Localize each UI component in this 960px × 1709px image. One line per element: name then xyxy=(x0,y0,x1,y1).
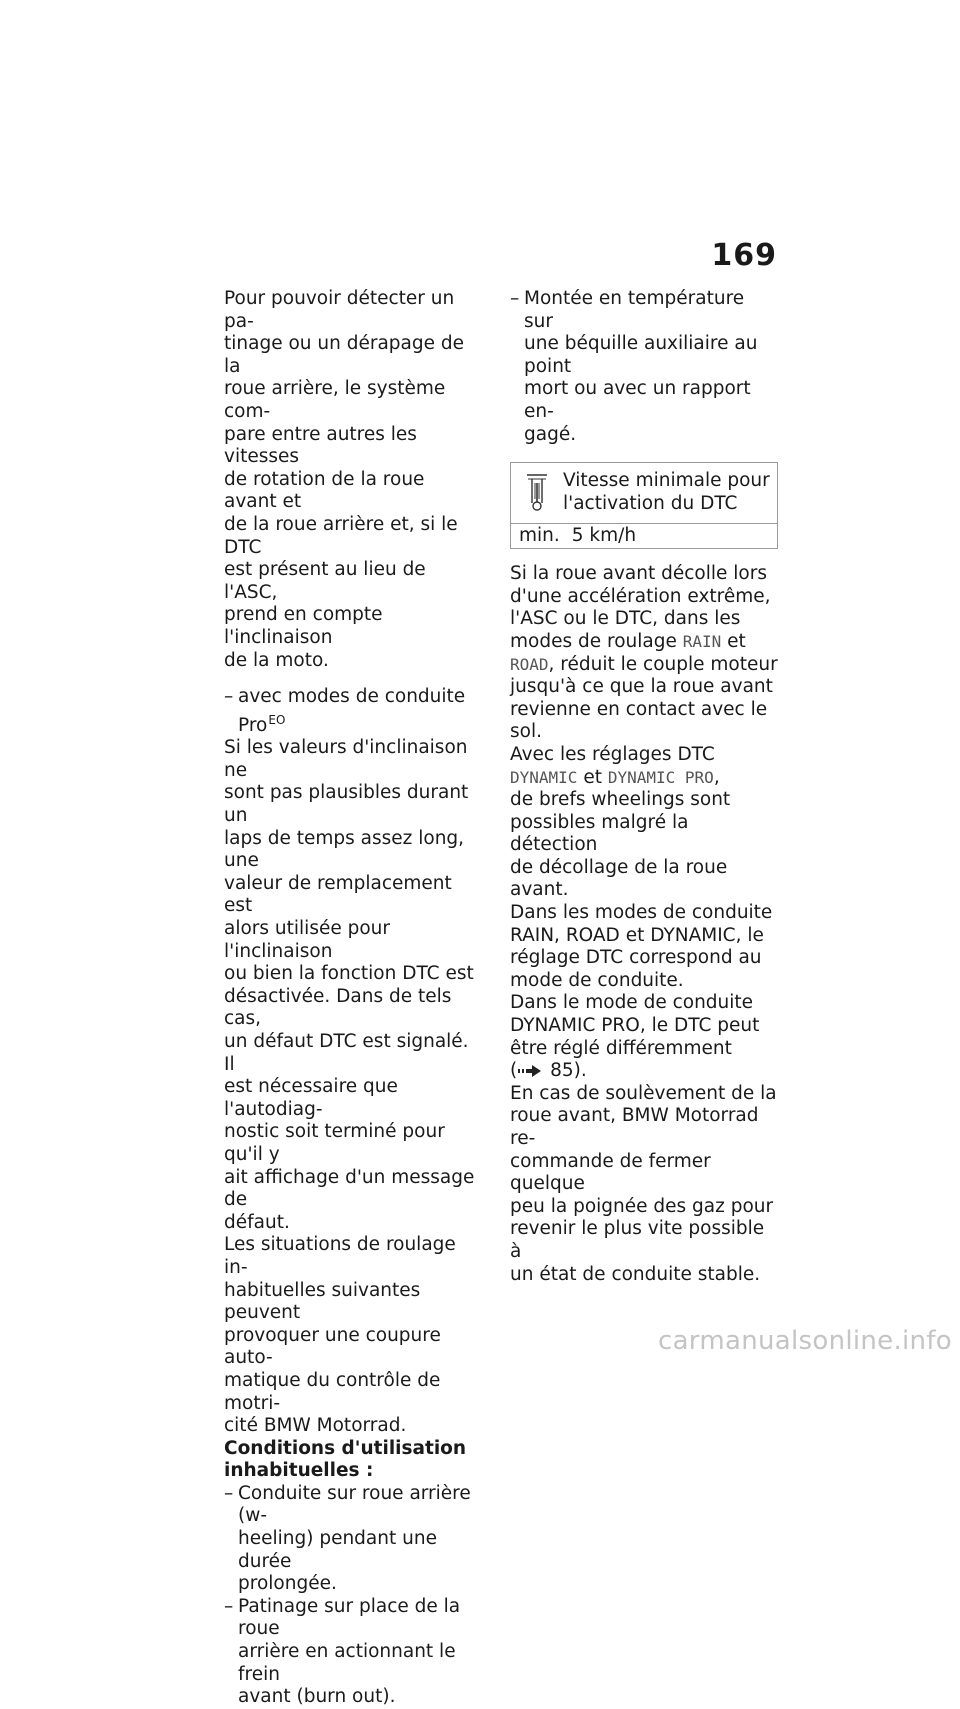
conditions-heading: Conditions d'utilisation inhabituelles : xyxy=(224,1437,467,1482)
bullet-burn-out: – Patinage sur place de la roue arrière en actionnant le frein avant (burn out). xyxy=(224,1595,461,1708)
page-reference-link[interactable]: 85). xyxy=(550,1060,587,1082)
table-row xyxy=(511,523,777,548)
speedometer-gauge-icon xyxy=(523,469,551,513)
mode-dynamic-pro: DYNAMIC PRO xyxy=(607,767,714,787)
dtc-speed-table xyxy=(510,462,778,549)
option-superscript: EO xyxy=(268,712,286,727)
inclinaison-paragraph: Si les valeurs d'inclinaison ne sont pas plausibles durant un laps de temps assez long, une valeur de remplacement est alors utilisée pour l'inclinaison ou bien la fonction DTC est désactivée. Dans de tels cas, un défaut DTC est signalé. Il est nécessaire que l'autodiag- nostic soit terminé pour qu'il y ait affichage d'un message de défaut. xyxy=(224,737,475,1233)
bullet-wheeling: – Conduite sur roue arrière (w- heeling) pendant une durée prolongée. xyxy=(224,1482,471,1595)
watermark-footer: carmanualsonline.info xyxy=(657,1326,952,1356)
situations-paragraph: Les situations de roulage in- habituelles suivantes peuvent provoquer une coupure auto- matique du contrôle de motri- cité BMW Motorrad. xyxy=(224,1234,456,1437)
dynamic-pro-paragraph: Dans le mode de conduite DYNAMIC PRO, le DTC peut être réglé différemment ( 85). xyxy=(510,992,760,1082)
soulevement-paragraph: En cas de soulèvement de la roue avant, BMW Motorrad re- commande de fermer quelque peu la poignée des gaz pour revenir le plus vite possible à un état de conduite stable. xyxy=(510,1082,777,1285)
table-header xyxy=(511,463,777,523)
table-label: min. xyxy=(519,525,560,547)
bullet-bequille: – Montée en température sur une béquille auxiliaire au point mort ou avec un rapport en- gagé. xyxy=(510,288,758,445)
reglages-paragraph: Avec les réglages DTC DYNAMIC et DYNAMIC PRO, de brefs wheelings sont possibles malgré la détection de décollage de la roue avant. xyxy=(510,743,731,901)
table-title: Vitesse minimale pour l'activation du DTC xyxy=(563,470,770,515)
bullet-conduite-pro: – avec modes de conduite Pro$^{EO}$ xyxy=(224,686,466,736)
mode-rain: RAIN xyxy=(682,631,722,651)
modes-paragraph: Dans les modes de conduite RAIN, ROAD et DYNAMIC, le réglage DTC correspond au mode de conduite. xyxy=(510,902,773,991)
right-column xyxy=(510,288,778,1286)
mode-dynamic: DYNAMIC xyxy=(510,767,578,787)
mode-road: ROAD xyxy=(510,654,549,674)
intro-paragraph: Pour pouvoir détecter un pa- tinage ou un dérapage de la roue arrière, le système com- pare entre autres les vitesses de rotation de la roue avant et de la roue arrière et, si le DTC est présent au lieu de l'ASC, prend en compte l'inclinaison de la moto. xyxy=(224,288,464,671)
roue-avant-paragraph: Si la roue avant décolle lors d'une accélération extrême, l'ASC ou le DTC, dans les modes de roulage RAIN et ROAD, réduit le couple moteur jusqu'à ce que la roue avant revienne en contact avec le sol. xyxy=(510,563,778,743)
page-number: 169 xyxy=(711,238,777,273)
left-column xyxy=(224,288,482,1709)
table-value: 5 km/h xyxy=(571,525,637,547)
page-reference-arrow-icon[interactable] xyxy=(518,1065,542,1077)
